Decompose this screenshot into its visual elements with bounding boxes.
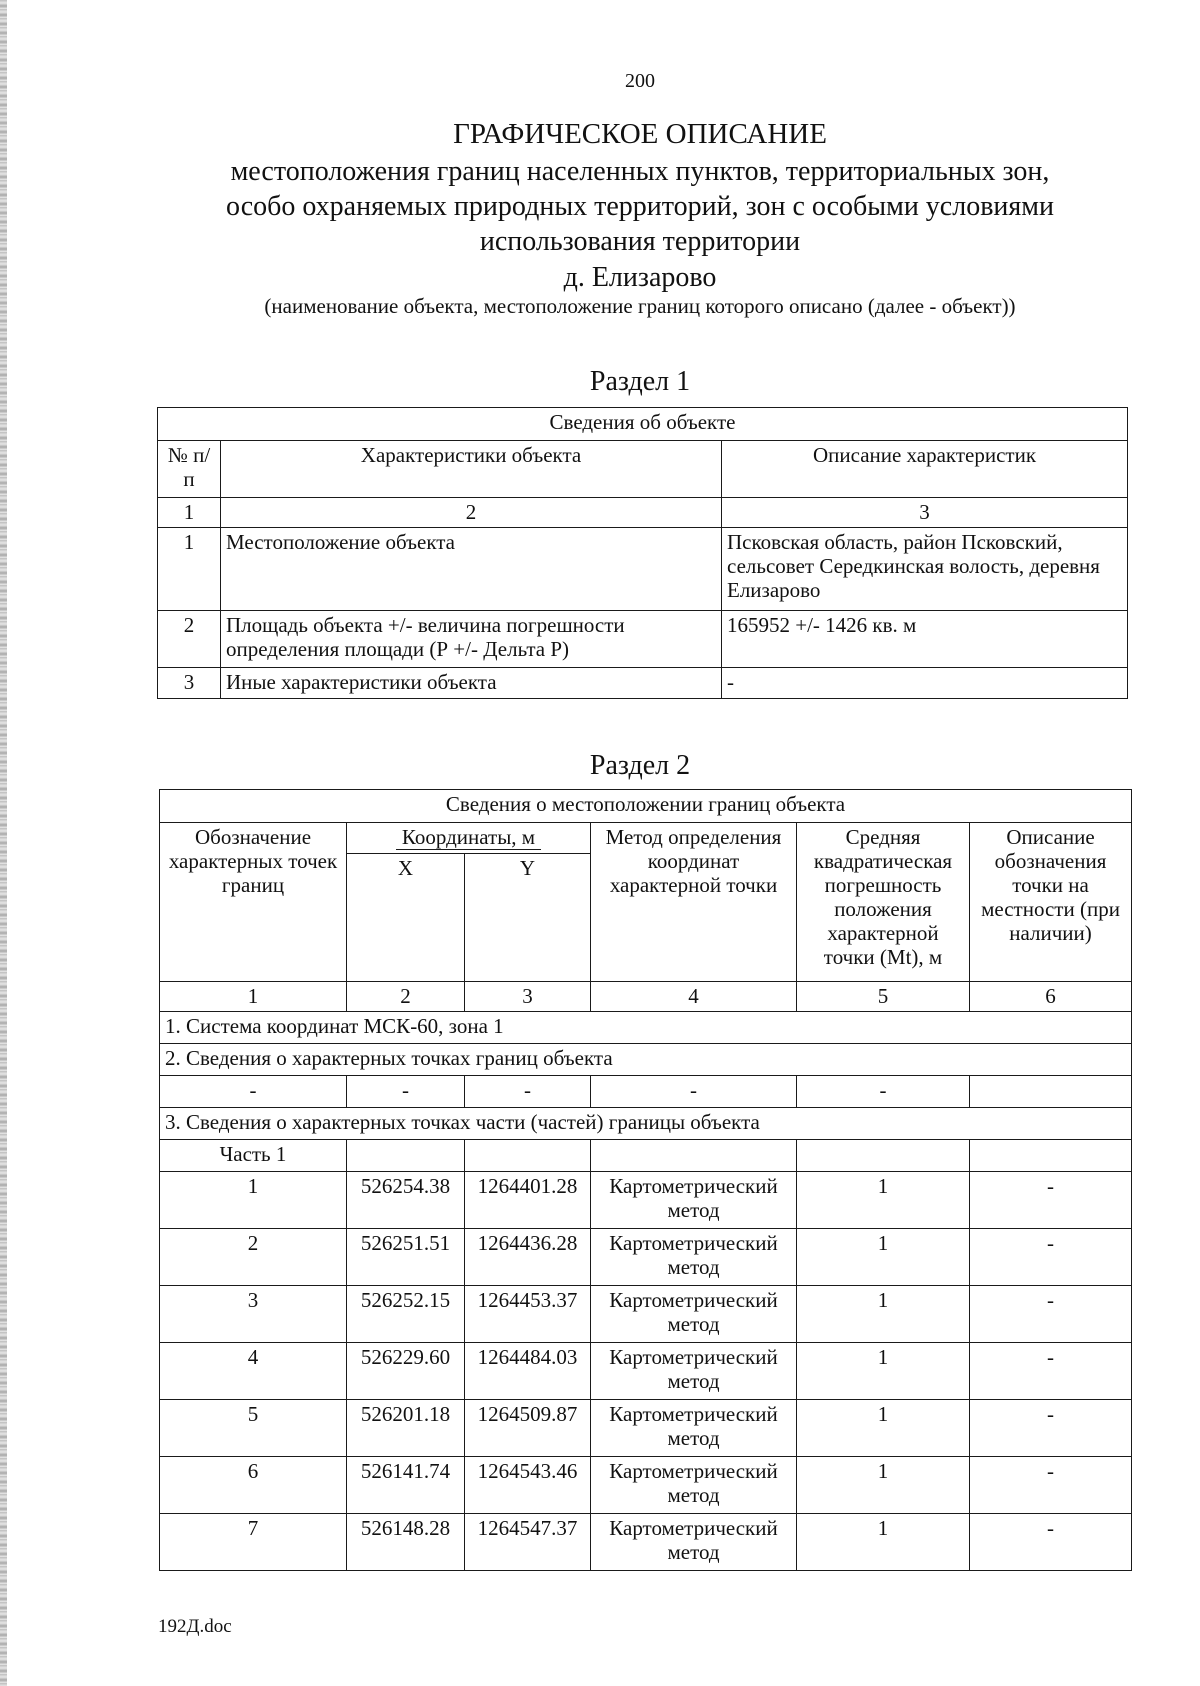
- point-method: Картометрический метод: [591, 1400, 797, 1457]
- point-description: -: [970, 1400, 1132, 1457]
- object-name: д. Елизарово: [563, 262, 717, 293]
- table-row: [160, 1400, 1132, 1457]
- point-description: -: [970, 1343, 1132, 1400]
- point-error: 1: [797, 1172, 970, 1229]
- row-no: 2: [158, 611, 221, 668]
- empty-cell: -: [591, 1076, 797, 1108]
- empty-cell: [797, 1140, 970, 1172]
- empty-cell: [591, 1140, 797, 1172]
- point-error: 1: [797, 1457, 970, 1514]
- col-header-y: Y: [465, 854, 591, 982]
- point-description: -: [970, 1286, 1132, 1343]
- point-description: -: [970, 1172, 1132, 1229]
- point-number: 5: [160, 1400, 347, 1457]
- row-no: 3: [158, 668, 221, 699]
- point-method: Картометрический метод: [591, 1229, 797, 1286]
- object-points-line: 2. Сведения о характерных точках границ объекта: [160, 1044, 1132, 1076]
- row-characteristic: Местоположение объекта: [221, 528, 722, 611]
- point-error: 1: [797, 1400, 970, 1457]
- col-header-description: Описание характеристик: [722, 441, 1128, 498]
- point-y: 1264484.03: [465, 1343, 591, 1400]
- col-number-2: 2: [347, 982, 465, 1012]
- point-number: 2: [160, 1229, 347, 1286]
- col-number-1: 1: [160, 982, 347, 1012]
- point-x: 526229.60: [347, 1343, 465, 1400]
- col-number-1: 1: [158, 498, 221, 528]
- point-number: 7: [160, 1514, 347, 1571]
- empty-cell: -: [347, 1076, 465, 1108]
- col-number-3: 3: [722, 498, 1128, 528]
- col-header-point: Обозначение характерных точек границ: [160, 823, 347, 982]
- section-2-title: Раздел 2: [589, 750, 691, 781]
- point-x: 526254.38: [347, 1172, 465, 1229]
- row-description: -: [722, 668, 1128, 699]
- point-x: 526148.28: [347, 1514, 465, 1571]
- table-row: [158, 611, 1128, 668]
- point-y: 1264543.46: [465, 1457, 591, 1514]
- col-number-2: 2: [221, 498, 722, 528]
- point-error: 1: [797, 1343, 970, 1400]
- row-characteristic: Иные характеристики объекта: [221, 668, 722, 699]
- col-header-method: Метод определения координат характерной точки: [591, 823, 797, 982]
- empty-cell: -: [465, 1076, 591, 1108]
- document-subtitle-line-2: особо охраняемых природных территорий, зон с особыми условиями: [226, 191, 1054, 222]
- table-row: [158, 668, 1128, 699]
- col-header-coordinates: [347, 823, 591, 854]
- col-number-4: 4: [591, 982, 797, 1012]
- col-number-5: 5: [797, 982, 970, 1012]
- col-header-point-description: Описание обозначения точки на местности (при наличии): [970, 823, 1132, 982]
- coordinate-system-line: 1. Система координат МСК-60, зона 1: [160, 1012, 1132, 1044]
- empty-cell: [465, 1140, 591, 1172]
- point-x: 526201.18: [347, 1400, 465, 1457]
- point-description: -: [970, 1229, 1132, 1286]
- col-header-characteristics: Характеристики объекта: [221, 441, 722, 498]
- object-info-caption: Сведения об объекте: [158, 408, 1128, 441]
- row-description: 165952 +/- 1426 кв. м: [722, 611, 1128, 668]
- boundary-points-table: [159, 789, 1132, 1571]
- col-number-6: 6: [970, 982, 1132, 1012]
- table-row: [160, 1172, 1132, 1229]
- document-subtitle-line-1: местоположения границ населенных пунктов, территориальных зон,: [230, 156, 1050, 187]
- section-1-title: Раздел 1: [589, 366, 691, 397]
- point-y: 1264547.37: [465, 1514, 591, 1571]
- point-number: 3: [160, 1286, 347, 1343]
- row-characteristic: Площадь объекта +/- величина погрешности определения площади (Р +/- Дельта Р): [221, 611, 722, 668]
- col-header-error: Средняя квадратическая погрешность положения характерной точки (Mt), м: [797, 823, 970, 982]
- point-error: 1: [797, 1514, 970, 1571]
- point-method: Картометрический метод: [591, 1286, 797, 1343]
- table-row: [160, 1229, 1132, 1286]
- empty-cell: [970, 1076, 1132, 1108]
- point-error: 1: [797, 1286, 970, 1343]
- point-y: 1264401.28: [465, 1172, 591, 1229]
- point-number: 4: [160, 1343, 347, 1400]
- document-subtitle-line-3: использования территории: [479, 226, 801, 257]
- document-title: ГРАФИЧЕСКОЕ ОПИСАНИЕ: [453, 118, 827, 150]
- table-row: [160, 1343, 1132, 1400]
- part-label: Часть 1: [160, 1140, 347, 1172]
- table-row: [158, 528, 1128, 611]
- empty-cell: [347, 1140, 465, 1172]
- point-description: -: [970, 1514, 1132, 1571]
- empty-cell: [970, 1140, 1132, 1172]
- point-error: 1: [797, 1229, 970, 1286]
- point-x: 526251.51: [347, 1229, 465, 1286]
- point-x: 526141.74: [347, 1457, 465, 1514]
- point-method: Картометрический метод: [591, 1172, 797, 1229]
- point-method: Картометрический метод: [591, 1343, 797, 1400]
- col-header-x: X: [347, 854, 465, 982]
- point-y: 1264453.37: [465, 1286, 591, 1343]
- object-name-note: (наименование объекта, местоположение границ которого описано (далее - объект)): [264, 294, 1016, 318]
- table-row: [160, 1286, 1132, 1343]
- col-header-coordinates-label: Координаты, м: [396, 825, 541, 850]
- scan-edge: [0, 0, 7, 1686]
- row-no: 1: [158, 528, 221, 611]
- point-number: 1: [160, 1172, 347, 1229]
- footer-filename: 192Д.doc: [158, 1616, 232, 1637]
- point-number: 6: [160, 1457, 347, 1514]
- page-number: 200: [625, 70, 655, 92]
- empty-cell: -: [797, 1076, 970, 1108]
- object-info-table: [157, 407, 1128, 699]
- point-x: 526252.15: [347, 1286, 465, 1343]
- table-row: [160, 1514, 1132, 1571]
- point-method: Картометрический метод: [591, 1457, 797, 1514]
- table-row: [160, 1457, 1132, 1514]
- point-y: 1264509.87: [465, 1400, 591, 1457]
- row-description: Псковская область, район Псковский, сельсовет Середкинская волость, деревня Елизарово: [722, 528, 1128, 611]
- empty-cell: -: [160, 1076, 347, 1108]
- object-parts-line: 3. Сведения о характерных точках части (частей) границы объекта: [160, 1108, 1132, 1140]
- boundary-table-caption: Сведения о местоположении границ объекта: [160, 790, 1132, 823]
- col-number-3: 3: [465, 982, 591, 1012]
- point-method: Картометрический метод: [591, 1514, 797, 1571]
- point-description: -: [970, 1457, 1132, 1514]
- col-header-no: № п/п: [158, 441, 221, 498]
- point-y: 1264436.28: [465, 1229, 591, 1286]
